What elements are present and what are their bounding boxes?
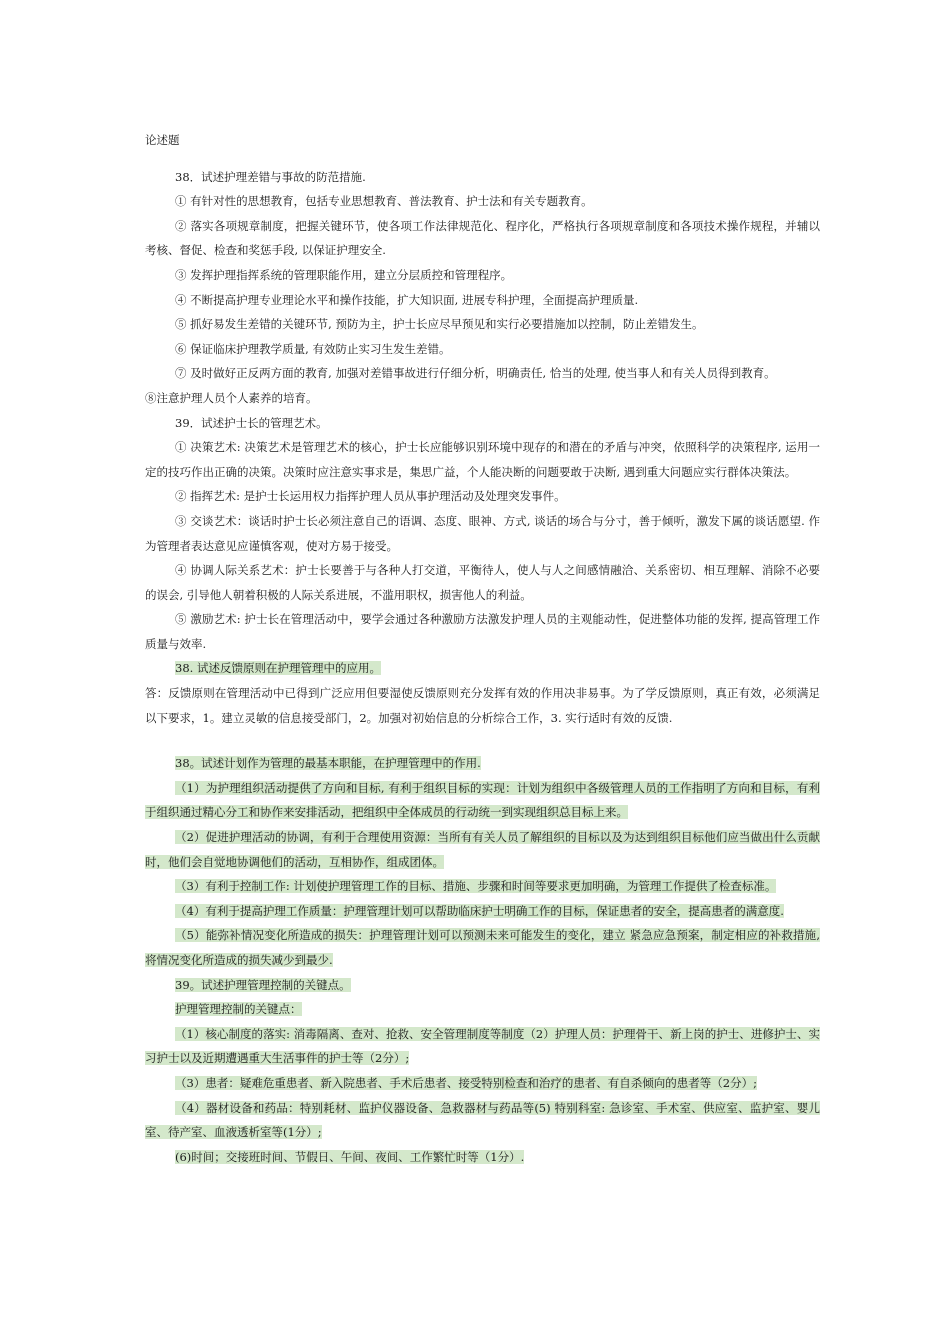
q38-plan-item-3 <box>145 874 820 899</box>
section-title: 论述题 <box>145 133 180 147</box>
question-39-control-text: 39。试述护理管理控制的关键点。 <box>175 977 351 992</box>
q38-item-5: ⑤ 抓好易发生差错的关键环节, 预防为主，护士长应尽早预见和实行必要措施加以控制，防止差错发生。 <box>175 317 704 332</box>
question-39-control <box>145 973 820 998</box>
q38-plan-item-1 <box>145 776 820 825</box>
question-38-feedback-text: 38. 试述反馈原则在护理管理中的应用。 <box>175 661 381 676</box>
q38-item-1: ① 有针对性的思想教育，包括专业思想教育、普法教育、护士法和有关专题教育。 <box>175 194 593 209</box>
q38-item-8: ⑧注意护理人员个人素养的培育。 <box>145 390 318 405</box>
question-38-planning-text: 38。试述计划作为管理的最基本职能，在护理管理中的作用. <box>175 756 481 771</box>
q38-plan-item-3-text: （3）有利于控制工作: 计划使护理管理工作的目标、措施、步骤和时间等要求更加明确，为管理工作提供了检查标准。 <box>175 879 777 894</box>
q39-control-item-4-text: (6)时间；交接班时间、节假日、午间、夜间、工作繁忙时等（1分）. <box>175 1149 525 1164</box>
question-39-art: 39．试述护士长的管理艺术。 <box>175 415 328 430</box>
q39-item-5: ⑤ 激励艺术: 护士长在管理活动中，要学会通过各种激励方法激发护理人员的主观能动性，促进整体功能的发挥, 提高管理工作质量与效率. <box>145 612 820 651</box>
q38-item-3: ③ 发挥护理指挥系统的管理职能作用，建立分层质控和管理程序。 <box>175 267 513 282</box>
q38-plan-item-1-text: （1）为护理组织活动提供了方向和目标, 有利于组织目标的实现：计划为组织中各级管理人员的工作指明了方向和目标，有利于组织通过精心分工和协作来安排活动，把组织中全体成员的行动统一到实现组织总目标上来。 <box>145 780 820 820</box>
question-38-prevention: 38．试述护理差错与事故的防范措施. <box>175 169 366 184</box>
q39-control-item-1-text: （1）核心制度的落实: 消毒隔离、查对、抢救、安全管理制度等制度（2）护理人员：护理骨干、新上岗的护士、进修护士、实习护士以及近期遭遇重大生活事件的护士等（2分）; <box>145 1026 820 1066</box>
q39-item-2: ② 指挥艺术: 是护士长运用权力指挥护理人员从事护理活动及处理突发事件。 <box>175 489 566 504</box>
q39-item-4: ④ 协调人际关系艺术：护士长要善于与各种人打交道，平衡待人，使人与人之间感情融洽、关系密切、相互理解、消除不必要的误会, 引导他人朝着积极的人际关系进展，不滥用职权，损害他人的利益。 <box>145 563 820 602</box>
document-body <box>145 128 820 1169</box>
question-38-feedback <box>145 656 820 681</box>
q38-item-6: ⑥ 保证临床护理教学质量, 有效防止实习生发生差错。 <box>175 341 451 356</box>
q38-plan-item-2 <box>145 825 820 874</box>
question-38-planning <box>145 751 820 776</box>
q39-control-item-2 <box>145 1071 820 1096</box>
q38-item-7: ⑦ 及时做好正反两方面的教育, 加强对差错事故进行仔细分析，明确责任, 恰当的处理, 使当事人和有关人员得到教育。 <box>175 366 776 381</box>
q39-control-item-3 <box>145 1096 820 1145</box>
q38-plan-item-5-text: （5）能弥补情况变化所造成的损失：护理管理计划可以预测未来可能发生的变化，建立 紧急应急预案，制定相应的补救措施, 将情况变化所造成的损失减少到最少. <box>145 928 820 967</box>
q39-control-item-1 <box>145 1022 820 1071</box>
q39-control-item-3-text: （4）器材设备和药品：特别耗材、监护仪器设备、急救器材与药品等(5) 特别科室: 急诊室、手术室、供应室、监护室、婴儿室、待产室、血液透析室等(1分）; <box>145 1100 820 1140</box>
q38-feedback-answer: 答：反馈原则在管理活动中已得到广泛应用但要湿使反馈原则充分发挥有效的作用决非易事。为了学反馈原则，真正有效，必须满足以下要求，1。建立灵敏的信息接受部门，2。加强对初始信息的分析综合工作，3. 实行适时有效的反馈. <box>145 686 820 725</box>
q39-control-item-4 <box>145 1145 820 1170</box>
q38-plan-item-5 <box>145 923 820 972</box>
q38-plan-item-4 <box>145 899 820 924</box>
q38-item-2: ② 落实各项规章制度，把握关键环节，使各项工作法律规范化、程序化，严格执行各项规章制度和各项技术操作规程，并辅以考核、督促、检查和奖惩手段, 以保证护理安全. <box>145 218 820 258</box>
q38-item-4: ④ 不断提高护理专业理论水平和操作技能，扩大知识面, 进展专科护理，全面提高护理质量. <box>175 292 639 307</box>
q39-control-item-2-text: （3）患者：疑难危重患者、新入院患者、手术后患者、接受特别检查和治疗的患者、有自杀倾向的患者等（2分）; <box>175 1075 758 1090</box>
q39-control-intro <box>145 997 820 1022</box>
q39-item-3: ③ 交谈艺术：谈话时护士长必须注意自己的语调、态度、眼神、方式, 谈话的场合与分寸，善于倾听，激发下属的谈话愿望. 作为管理者表达意见应谨慎客观，使对方易于接受。 <box>145 513 820 553</box>
q38-plan-item-2-text: （2）促进护理活动的协调，有利于合理使用资源：当所有有关人员了解组织的目标以及为达到组织目标他们应当做出什么贡献时，他们会自觉地协调他们的活动，互相协作，组成团体。 <box>145 830 820 869</box>
q38-plan-item-4-text: （4）有利于提高护理工作质量：护理管理计划可以帮助临床护士明确工作的目标，保证患者的安全，提高患者的满意度. <box>175 903 784 918</box>
q39-control-intro-text: 护理管理控制的关键点： <box>175 1002 302 1017</box>
q39-item-1: ① 决策艺术: 决策艺术是管理艺术的核心，护士长应能够识别环境中现存的和潜在的矛盾与冲突，依照科学的决策程序, 运用一定的技巧作出正确的决策。决策时应注意实事求是，集思广益，个人能决断的问题要敢于决断, 遇到重大问题应实行群体决策法。 <box>145 440 820 479</box>
